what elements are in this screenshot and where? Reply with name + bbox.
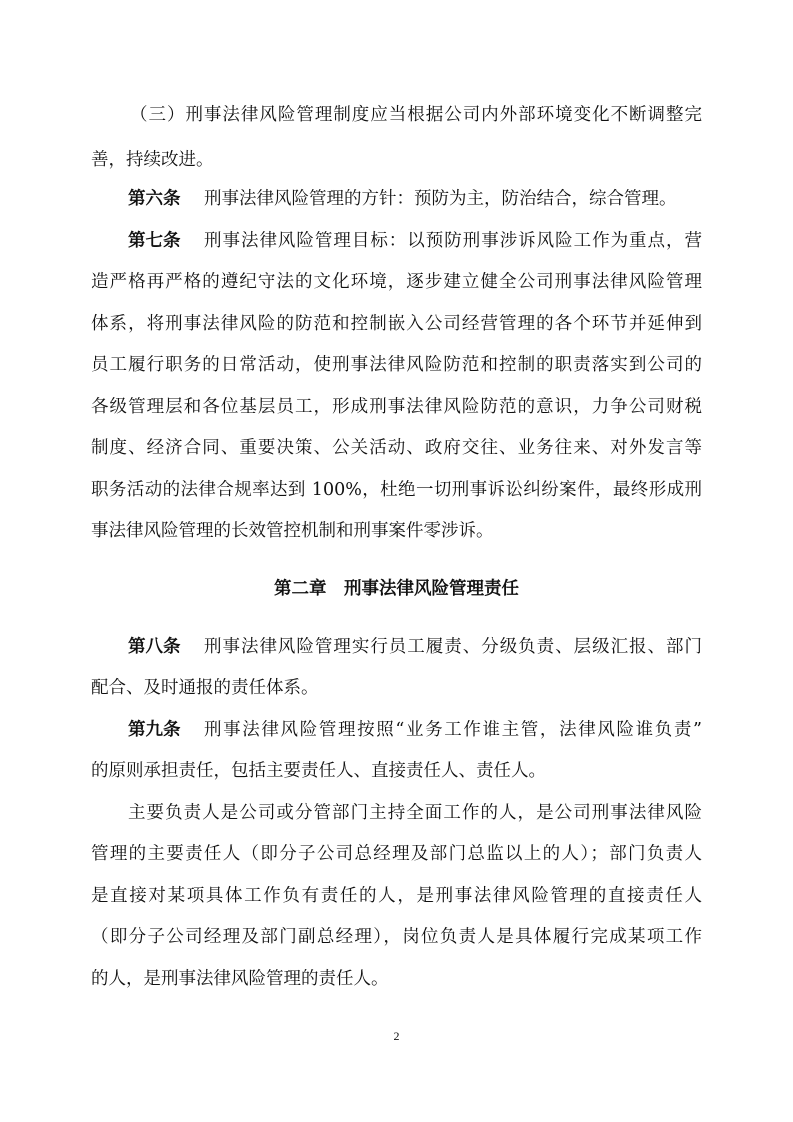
text-line: （三）刑事法律风险管理制度应当根据公司内外部环境变化不断调整完 — [130, 105, 702, 125]
text-line: 的人，是刑事法律风险管理的责任人。 — [91, 969, 389, 989]
text-line: 善，持续改进。 — [91, 150, 214, 170]
text-line: 员工履行职务的日常活动，使刑事法律风险防范和控制的职责落实到公司的 — [91, 355, 702, 375]
page-number: 2 — [393, 1029, 400, 1043]
text-line: 事法律风险管理的长效管控机制和刑事案件零涉诉。 — [91, 521, 494, 541]
text-line: 是直接对某项具体工作负有责任的人，是刑事法律风险管理的直接责任人 — [91, 886, 702, 906]
chapter-heading: 第二章 刑事法律风险管理责任 — [274, 579, 519, 599]
text-line: 职务活动的法律合规率达到 100%，杜绝一切刑事诉讼纠纷案件，最终形成刑 — [91, 480, 702, 500]
article-7-line-2 — [0, 267, 793, 297]
article-9-line-1 — [0, 715, 793, 745]
paragraph-responsibility-line-1 — [0, 798, 793, 828]
article-7-line-1 — [0, 226, 793, 256]
text-line: 刑事法律风险管理目标：以预防刑事涉诉风险工作为重点，营 — [204, 231, 702, 251]
text-line: 造严格再严格的遵纪守法的文化环境，逐步建立健全公司刑事法律风险管理 — [91, 272, 702, 292]
article-7-line-5 — [0, 392, 793, 422]
paragraph-item-3-line-2 — [0, 145, 793, 175]
article-7-line-8 — [0, 516, 793, 546]
text-line: 体系，将刑事法律风险的防范和控制嵌入公司经营管理的各个环节并延伸到 — [91, 314, 702, 334]
text-line: 刑事法律风险管理按照“业务工作谁主管，法律风险谁负责” — [204, 720, 702, 740]
text-line: 管理的主要责任人（即分子公司总经理及部门总监以上的人）；部门负责人 — [91, 844, 702, 864]
article-7-line-3 — [0, 309, 793, 339]
article-9-line-2 — [0, 756, 793, 786]
article-7-line-7 — [0, 475, 793, 505]
text-line: 配合、及时通报的责任体系。 — [91, 678, 319, 698]
article-8-line-2 — [0, 673, 793, 703]
text-line: （即分子公司经理及部门副总经理），岗位负责人是具体履行完成某项工作 — [91, 927, 702, 947]
article-label: 第七条 — [128, 231, 181, 251]
text-line: 主要负责人是公司或分管部门主持全面工作的人，是公司刑事法律风险 — [128, 803, 702, 823]
paragraph-item-3-line-1 — [0, 100, 793, 130]
paragraph-responsibility-line-2 — [0, 839, 793, 869]
article-label: 第九条 — [128, 720, 181, 740]
article-label: 第八条 — [128, 637, 181, 657]
paragraph-responsibility-line-3 — [0, 881, 793, 911]
text-line: 制度、经济合同、重要决策、公关活动、政府交往、业务往来、对外发言等 — [91, 438, 702, 458]
article-7-line-4 — [0, 350, 793, 380]
paragraph-responsibility-line-5 — [0, 964, 793, 994]
text-line: 刑事法律风险管理的方针：预防为主，防治结合，综合管理。 — [204, 189, 677, 209]
paragraph-responsibility-line-4 — [0, 922, 793, 952]
text-line: 的原则承担责任，包括主要责任人、直接责任人、责任人。 — [91, 761, 546, 781]
article-6 — [0, 184, 793, 214]
article-7-line-6 — [0, 433, 793, 463]
article-label: 第六条 — [128, 189, 181, 209]
text-line: 各级管理层和各位基层员工，形成刑事法律风险防范的意识，力争公司财税 — [91, 397, 702, 417]
article-8-line-1 — [0, 632, 793, 662]
text-line: 刑事法律风险管理实行员工履责、分级负责、层级汇报、部门 — [204, 637, 702, 657]
